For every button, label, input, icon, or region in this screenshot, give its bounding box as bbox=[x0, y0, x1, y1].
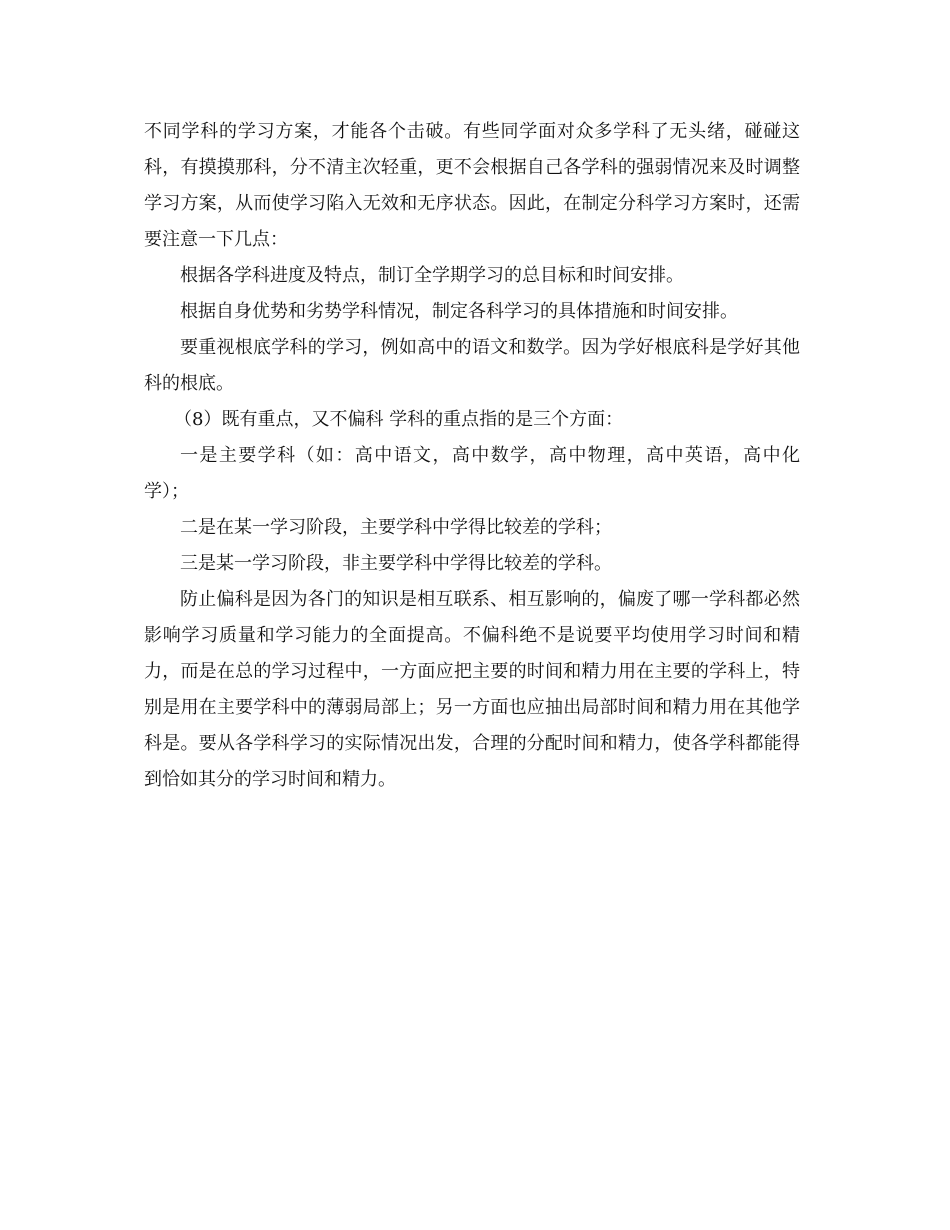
paragraph-focus-weak-minor-subjects: 三是某一学习阶段，非主要学科中学得比较差的学科。 bbox=[180, 553, 612, 574]
paragraph-point-strengths-weaknesses: 根据自身优势和劣势学科情况，制定各科学习的具体措施和时间安排。 bbox=[180, 301, 738, 322]
paragraph-point-semester-goals: 根据各学科进度及特点，制订全学期学习的总目标和时间安排。 bbox=[180, 265, 684, 286]
document-body bbox=[144, 114, 800, 798]
paragraph-study-plan-intro: 不同学科的学习方案，才能各个击破。有些同学面对众多学科了无头绪，碰碰这科，有摸摸那科，分不清主次轻重，更不会根据自己各学科的强弱情况来及时调整学习方案，从而使学习陷入无效和无序状态。因此，在制定分科学习方案时，还需要注意一下几点： bbox=[144, 121, 800, 250]
paragraph-avoid-partiality: 防止偏科是因为各门的知识是相互联系、相互影响的，偏废了哪一学科都必然影响学习质量和学习能力的全面提高。不偏科绝不是说要平均使用学习时间和精力，而是在总的学习过程中，一方面应把主要的时间和精力用在主要的学科上，特别是用在主要学科中的薄弱局部上；另一方面也应抽出局部时间和精力用在其他学科是。要从各学科学习的实际情况出发，合理的分配时间和精力，使各学科都能得到恰如其分的学习时间和精力。 bbox=[144, 589, 800, 790]
paragraph-point-foundation-subjects: 要重视根底学科的学习，例如高中的语文和数学。因为学好根底科是学好其他科的根底。 bbox=[144, 337, 800, 394]
paragraph-focus-weak-main-subjects: 二是在某一学习阶段，主要学科中学得比较差的学科； bbox=[180, 517, 612, 538]
paragraph-section-8-heading: （8）既有重点，又不偏科 学科的重点指的是三个方面： bbox=[174, 409, 624, 430]
paragraph-focus-main-subjects: 一是主要学科（如：高中语文，高中数学，高中物理，高中英语，高中化学）； bbox=[144, 445, 800, 502]
